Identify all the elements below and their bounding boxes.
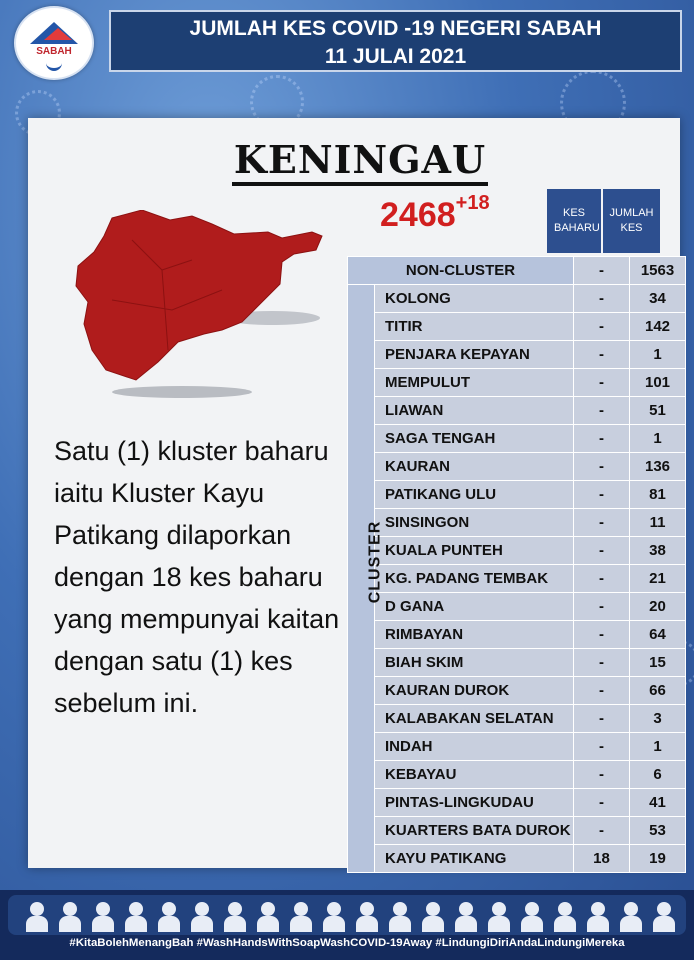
cluster-name: PENJARA KEPAYAN	[375, 341, 574, 369]
table-row	[348, 369, 686, 397]
person-body-icon	[488, 916, 510, 932]
cluster-name: TITIR	[375, 313, 574, 341]
cluster-new-cases: -	[574, 593, 630, 621]
table-row	[348, 621, 686, 649]
cluster-new-cases: -	[574, 621, 630, 649]
cluster-description: Satu (1) kluster baharu iaitu Kluster Kayu Patikang dilaporkan dengan 18 kes baharu yang mempunyai kaitan dengan satu (1) kes sebelum ini.	[54, 436, 340, 718]
cluster-total-cases: 19	[630, 845, 686, 873]
table-row	[348, 537, 686, 565]
cluster-table-body	[348, 257, 686, 873]
cluster-new-cases: -	[574, 649, 630, 677]
person-icon	[624, 902, 638, 916]
sabah-health-logo	[14, 6, 94, 80]
cluster-table	[347, 256, 686, 873]
cluster-name: SAGA TENGAH	[375, 425, 574, 453]
table-row	[348, 677, 686, 705]
cluster-total-cases: 20	[630, 593, 686, 621]
district-name: KENINGAU	[232, 138, 488, 186]
person-icon	[294, 902, 308, 916]
table-row	[348, 257, 686, 285]
col-header-total-label: JUMLAH KES	[609, 207, 654, 234]
person-icon	[558, 902, 572, 916]
cluster-new-cases: -	[574, 285, 630, 313]
cluster-new-cases: -	[574, 761, 630, 789]
footer-hashtags: #KitaBolehMenangBah #WashHandsWithSoapWashCOVID-19Away #LindungiDiriAndaLindungiMereka	[69, 937, 625, 949]
cluster-new-cases: -	[574, 313, 630, 341]
cluster-name: KUALA PUNTEH	[375, 537, 574, 565]
non-cluster-name: NON-CLUSTER	[348, 257, 574, 285]
logo-text: SABAH	[36, 46, 72, 57]
table-row	[348, 313, 686, 341]
table-row	[348, 733, 686, 761]
cluster-name: KAYU PATIKANG	[375, 845, 574, 873]
cluster-total-cases: 66	[630, 677, 686, 705]
cluster-total-cases: 1	[630, 341, 686, 369]
cluster-name: RIMBAYAN	[375, 621, 574, 649]
cluster-new-cases: -	[574, 397, 630, 425]
person-icon	[30, 902, 44, 916]
person-body-icon	[455, 916, 477, 932]
person-body-icon	[620, 916, 642, 932]
table-row	[348, 509, 686, 537]
person-body-icon	[26, 916, 48, 932]
cluster-total-cases: 3	[630, 705, 686, 733]
header-title: JUMLAH KES COVID -19 NEGERI SABAH	[189, 17, 602, 40]
col-header-new-label: KES BAHARU	[554, 207, 600, 234]
cluster-new-cases: -	[574, 789, 630, 817]
cluster-total-cases: 81	[630, 481, 686, 509]
person-icon	[492, 902, 506, 916]
cluster-new-cases: -	[574, 425, 630, 453]
cluster-total-cases: 41	[630, 789, 686, 817]
table-row	[348, 425, 686, 453]
table-row	[348, 397, 686, 425]
person-icon	[657, 902, 671, 916]
person-body-icon	[323, 916, 345, 932]
col-header-total	[603, 189, 660, 253]
cluster-new-cases: -	[574, 453, 630, 481]
cluster-total-cases: 136	[630, 453, 686, 481]
cluster-name: KOLONG	[375, 285, 574, 313]
person-body-icon	[653, 916, 675, 932]
person-icon	[195, 902, 209, 916]
district-map	[72, 210, 324, 400]
page-header	[109, 10, 682, 72]
table-row	[348, 285, 686, 313]
person-icon	[459, 902, 473, 916]
total-cases: 2468	[380, 196, 456, 234]
cluster-name: D GANA	[375, 593, 574, 621]
cluster-name: KALABAKAN SELATAN	[375, 705, 574, 733]
cluster-total-cases: 38	[630, 537, 686, 565]
person-body-icon	[191, 916, 213, 932]
cluster-total-cases: 34	[630, 285, 686, 313]
person-icon	[393, 902, 407, 916]
table-row	[348, 817, 686, 845]
cluster-new-cases: -	[574, 481, 630, 509]
non-cluster-total: 1563	[630, 257, 686, 285]
person-body-icon	[224, 916, 246, 932]
cluster-name: BIAH SKIM	[375, 649, 574, 677]
table-row	[348, 789, 686, 817]
new-cases: +18	[455, 192, 490, 214]
cluster-total-cases: 6	[630, 761, 686, 789]
cluster-new-cases: -	[574, 341, 630, 369]
mountain-peak-icon	[44, 28, 72, 40]
district-total	[380, 192, 490, 235]
person-icon	[96, 902, 110, 916]
table-row	[348, 761, 686, 789]
table-row	[348, 565, 686, 593]
cluster-new-cases: -	[574, 677, 630, 705]
person-body-icon	[158, 916, 180, 932]
cluster-total-cases: 142	[630, 313, 686, 341]
cluster-name: PATIKANG ULU	[375, 481, 574, 509]
table-row	[348, 481, 686, 509]
person-body-icon	[125, 916, 147, 932]
cluster-name: MEMPULUT	[375, 369, 574, 397]
col-header-new	[547, 189, 601, 253]
cluster-total-cases: 101	[630, 369, 686, 397]
person-icon	[327, 902, 341, 916]
person-body-icon	[554, 916, 576, 932]
person-icon	[63, 902, 77, 916]
table-row	[348, 453, 686, 481]
person-body-icon	[422, 916, 444, 932]
person-icon	[426, 902, 440, 916]
cluster-new-cases: -	[574, 705, 630, 733]
cluster-name: PINTAS-LINGKUDAU	[375, 789, 574, 817]
cluster-name: LIAWAN	[375, 397, 574, 425]
person-body-icon	[92, 916, 114, 932]
cluster-new-cases: -	[574, 537, 630, 565]
cluster-total-cases: 21	[630, 565, 686, 593]
cluster-name: KG. PADANG TEMBAK	[375, 565, 574, 593]
person-icon	[525, 902, 539, 916]
cluster-new-cases: -	[574, 509, 630, 537]
cluster-name: INDAH	[375, 733, 574, 761]
cluster-name: KAURAN DUROK	[375, 677, 574, 705]
swoosh-icon	[46, 58, 62, 71]
keningau-map-shape	[76, 210, 322, 380]
person-body-icon	[587, 916, 609, 932]
person-icon	[129, 902, 143, 916]
person-icon	[591, 902, 605, 916]
cluster-side-label: CLUSTER	[366, 520, 384, 604]
cluster-name: KAURAN	[375, 453, 574, 481]
cluster-total-cases: 64	[630, 621, 686, 649]
person-body-icon	[257, 916, 279, 932]
cluster-total-cases: 11	[630, 509, 686, 537]
person-icon	[360, 902, 374, 916]
person-icon	[228, 902, 242, 916]
cluster-new-cases: -	[574, 733, 630, 761]
person-body-icon	[521, 916, 543, 932]
cluster-name: KEBAYAU	[375, 761, 574, 789]
person-body-icon	[290, 916, 312, 932]
table-row	[348, 649, 686, 677]
person-body-icon	[389, 916, 411, 932]
cluster-new-cases: 18	[574, 845, 630, 873]
header-date: 11 JULAI 2021	[324, 45, 467, 68]
cluster-name: KUARTERS BATA DUROK	[375, 817, 574, 845]
table-row	[348, 845, 686, 873]
cluster-total-cases: 1	[630, 425, 686, 453]
cluster-new-cases: -	[574, 565, 630, 593]
person-body-icon	[59, 916, 81, 932]
person-icon	[261, 902, 275, 916]
cluster-new-cases: -	[574, 369, 630, 397]
cluster-total-cases: 15	[630, 649, 686, 677]
table-row	[348, 341, 686, 369]
table-row	[348, 705, 686, 733]
person-icon	[162, 902, 176, 916]
non-cluster-new: -	[574, 257, 630, 285]
table-row	[348, 593, 686, 621]
cluster-side-label-cell	[348, 285, 384, 873]
cluster-total-cases: 1	[630, 733, 686, 761]
cluster-new-cases: -	[574, 817, 630, 845]
cluster-total-cases: 51	[630, 397, 686, 425]
person-body-icon	[356, 916, 378, 932]
cluster-total-cases: 53	[630, 817, 686, 845]
map-shadow	[112, 386, 252, 398]
cluster-name: SINSINGON	[375, 509, 574, 537]
